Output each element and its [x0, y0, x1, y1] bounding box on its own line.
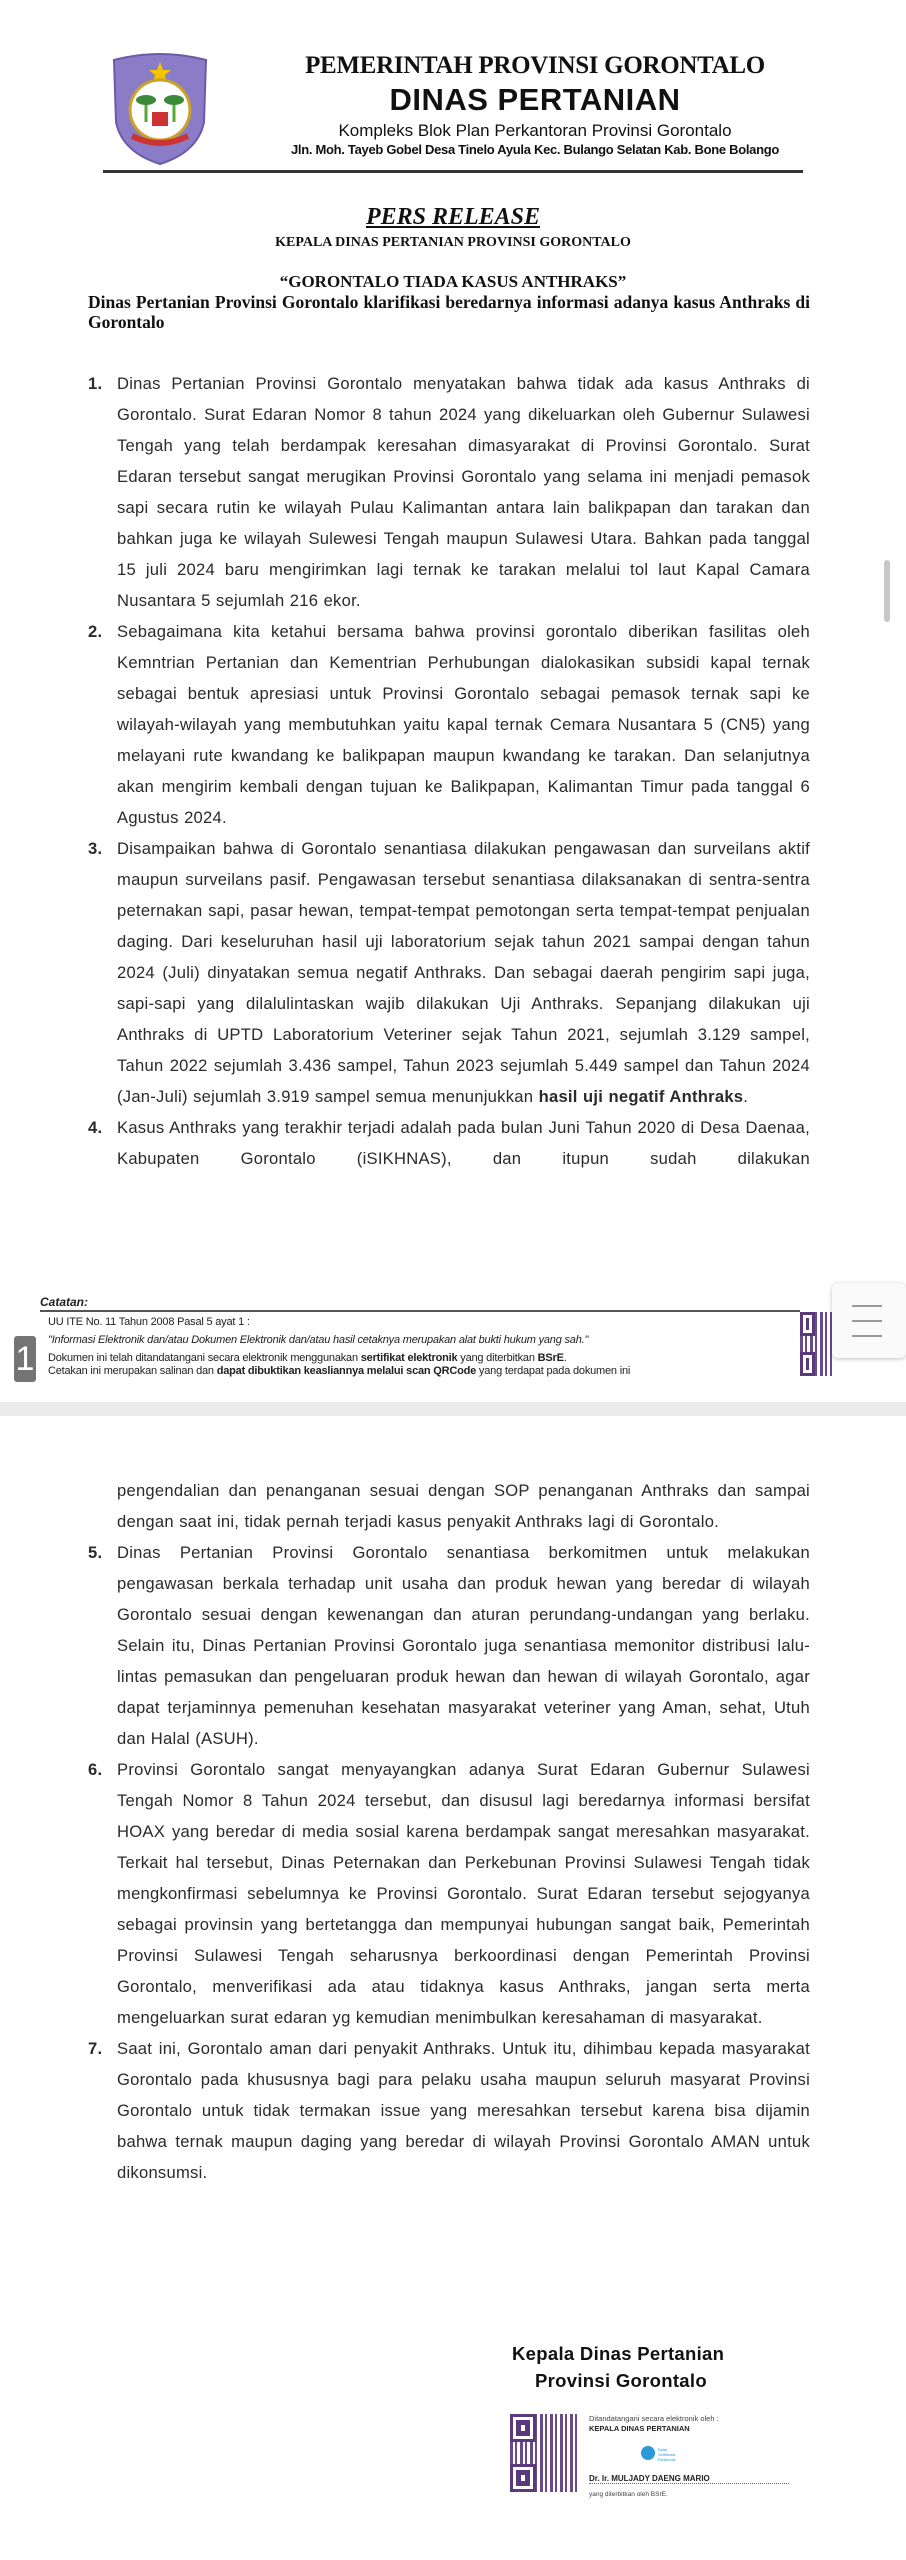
- list-item: [88, 1112, 810, 1174]
- signer-position: KEPALA DINAS PERTANIAN: [589, 2424, 690, 2433]
- document-subtitle: KEPALA DINAS PERTANIAN PROVINSI GORONTALO: [275, 235, 631, 250]
- issued-by-note: yang diterbitkan oleh BSrE.: [589, 2491, 668, 2498]
- verification-note: [48, 1365, 630, 1377]
- signatory-organization: Provinsi Gorontalo: [535, 2370, 707, 2391]
- list-item: [88, 1754, 810, 2033]
- hamburger-icon: [852, 1320, 882, 1322]
- bsre-logo-text: Balai Sertifikasi Elektronik: [658, 2447, 676, 2462]
- item-text: Dinas Pertanian Provinsi Gorontalo senantiasa berkomitmen untuk melakukan pengawasan berkala terhadap unit usaha dan produk hewan yang beredar di wilayah Gorontalo sesuai dengan kewenangan dan aturan perundang-undangan yang berlaku. Selain itu, Dinas Pertanian Provinsi Gorontalo juga senantiasa memonitor distribusi lalu-lintas pemasukan dan pengeluaran produk hewan dan hewan di wilayah Gorontalo, agar dapat terjaminnya pemenuhan kesehatan masyarakat veteriner yang Aman, sehat, Utuh dan Halal (ASUH).: [117, 1543, 810, 1748]
- numbered-list: [88, 1475, 810, 2188]
- item-text: .: [743, 1087, 749, 1106]
- signer-name: Dr. Ir. MULJADY DAENG MARIO: [589, 2474, 789, 2484]
- signature-note: Dokumen ini telah ditandatangani secara elektronik menggunakan sertifikat elektronik yang diterbitkan BSrE.: [48, 1352, 567, 1364]
- item-number: 7.: [88, 2039, 103, 2058]
- list-item: [88, 2033, 810, 2188]
- signature-qr-code: [510, 2414, 580, 2492]
- government-name: PEMERINTAH PROVINSI GORONTALO: [305, 52, 765, 79]
- page-2: [0, 1416, 906, 2560]
- menu-button[interactable]: [832, 1283, 906, 1358]
- item-number: 1.: [88, 374, 103, 393]
- footer-qr-code: [800, 1312, 832, 1376]
- signatory-title: Kepala Dinas Pertanian: [512, 2343, 725, 2364]
- list-item: [88, 1537, 810, 1754]
- notes-divider: [40, 1310, 800, 1312]
- note-text: yang diterbitkan: [457, 1352, 538, 1364]
- agency-address: Kompleks Blok Plan Perkantoran Provinsi Gorontalo: [338, 121, 732, 140]
- intro-paragraph: Dinas Pertanian Provinsi Gorontalo klarifikasi beredarnya informasi adanya kasus Anthraks di Gorontalo: [88, 292, 810, 332]
- agency-street-address: Jln. Moh. Tayeb Gobel Desa Tinelo Ayula Kec. Bulango Selatan Kab. Bone Bolango: [290, 142, 780, 157]
- item-number: 3.: [88, 839, 103, 858]
- item-bold-text: hasil uji negatif Anthraks: [538, 1087, 744, 1106]
- item-number: 5.: [88, 1543, 103, 1562]
- item-number: 4.: [88, 1118, 103, 1137]
- law-quote: "Informasi Elektronik dan/atau Dokumen Elektronik dan/atau hasil cetaknya merupakan alat bukti hukum yang sah.": [48, 1334, 589, 1346]
- law-reference: UU ITE No. 11 Tahun 2008 Pasal 5 ayat 1 :: [48, 1316, 250, 1328]
- continuation-text: pengendalian dan penanganan sesuai dengan SOP penanganan Anthraks dan sampai dengan saat ini, tidak pernah terjadi kasus penyakit Anthraks lagi di Gorontalo.: [117, 1481, 810, 1531]
- hamburger-icon: [852, 1305, 882, 1307]
- page-separator: [0, 1402, 906, 1416]
- item-text: Disampaikan bahwa di Gorontalo senantiasa dilakukan pengawasan dan surveilans aktif maupun surveilans pasif. Pengawasan tersebut senantiasa dilaksanakan di sentra-sentra peternakan sapi, pasar hewan, tempat-tempat pemotongan serta tempat-tempat penjualan daging. Dari keseluruhan hasil uji laboratorium sejak tahun 2021 sampai dengan tahun 2024 (Juli) dinyatakan semua negatif Anthraks. Dan sebagai daerah pengirim sapi juga, sapi-sapi yang dilalulintaskan wajib dilakukan Uji Anthraks. Sepanjang dilakukan uji Anthraks di UPTD Laboratorium Veteriner sejak Tahun 2021, sejumlah 3.129 sampel, Tahun 2022 sejumlah 3.436 sampel, Tahun 2023 sejumlah 5.449 sampel dan Tahun 2024 (Jan-Juli) sejumlah 3.919 sampel semua menunjukkan: [117, 839, 810, 1106]
- item-text: Provinsi Gorontalo sangat menyayangkan adanya Surat Edaran Gubernur Sulawesi Tengah Nomor 8 Tahun 2024 tersebut, dan disusul lagi beredarnya informasi bersifat HOAX yang beredar di media sosial karena berdampak sangat meresahkan masyarakat. Terkait hal tersebut, Dinas Peternakan dan Perkebunan Provinsi Sulawesi Tengah tidak mengkonfirmasi sebelumnya ke Provinsi Gorontalo. Surat Edaran tersebut sejogyanya sebagai provinsin yang bertetangga dan mempunyai hubungan sangat baik, Pemerintah Provinsi Sulawesi Tengah seharusnya berkoordinasi dengan Pemerintah Provinsi Gorontalo, menverifikasi ada atau tidaknya kasus Anthraks, jangan serta merta mengeluarkan surat edaran yg kemudian menimbulkan keresahaman di masyarakat.: [117, 1760, 810, 2027]
- province-emblem-logo: [108, 52, 212, 166]
- list-item: [88, 833, 810, 1112]
- headline: “GORONTALO TIADA KASUS ANTHRAKS”: [279, 272, 627, 291]
- signed-by-label: Ditandatangani secara elektronik oleh :: [589, 2414, 719, 2423]
- agency-name: DINAS PERTANIAN: [389, 82, 681, 117]
- note-bold: BSrE: [537, 1352, 564, 1364]
- list-item: [88, 368, 810, 616]
- notes-label: Catatan:: [40, 1295, 89, 1309]
- note-text: Dokumen ini telah ditandatangani secara elektronik menggunakan: [48, 1352, 361, 1364]
- item-text: Dinas Pertanian Provinsi Gorontalo menyatakan bahwa tidak ada kasus Anthraks di Gorontalo. Surat Edaran Nomor 8 tahun 2024 yang dikeluarkan oleh Gubernur Sulawesi Tengah yang telah berdampak keresahan dimasyarakat di Provinsi Gorontalo. Surat Edaran tersebut sangat merugikan Provinsi Gorontalo yang selama ini menjadi pemasok sapi secara rutin ke wilayah Pulau Kalimantan antara lain balikpapan dan tarakan dan bahkan juga ke wilayah Sulewesi Tengah maupun Sulawesi Utara. Bahkan pada tanggal 15 juli 2024 baru mengirimkan lagi ternak ke tarakan melalui tol laut Kapal Camara Nusantara 5 sejumlah 216 ekor.: [117, 374, 810, 610]
- item-text: Kasus Anthraks yang terakhir terjadi adalah pada bulan Juni Tahun 2020 di Desa Daenaa, Kabupaten Gorontalo (iSIKHNAS), dan itupun sudah dilakukan: [117, 1118, 810, 1168]
- item-text: Sebagaimana kita ketahui bersama bahwa provinsi gorontalo diberikan fasilitas oleh Kemntrian Pertanian dan Kementrian Perhubungan dialokasikan subsidi kapal ternak sebagai bentuk apresiasi untuk Provinsi Gorontalo sebagai pemasok ternak sapi ke wilayah-wilayah yang membutuhkan yaitu kapal ternak Cemara Nusantara 5 (CN5) yang melayani rute kwandang ke balikpapan maupun kwandang ke tarakan. Dan selanjutnya akan mengirim kembali dengan tujuan ke Balikpapan, Kalimantan Timur pada tanggal 6 Agustus 2024.: [117, 622, 810, 827]
- item-text: Saat ini, Gorontalo aman dari penyakit Anthraks. Untuk itu, dihimbau kepada masyarakat Gorontalo pada khususnya bagi para pelaku usaha maupun seluruh masyarat Provinsi Gorontalo untuk tidak termakan issue yang meresahkan tersebut karena bisa dijamin bahwa ternak maupun daging yang beredar di wilayah Provinsi Gorontalo AMAN untuk dikonsumsi.: [117, 2039, 810, 2182]
- scrollbar[interactable]: [884, 560, 890, 622]
- document-title: PERS RELEASE: [365, 204, 541, 230]
- letterhead-divider: [103, 170, 803, 173]
- hamburger-icon: [852, 1335, 882, 1337]
- numbered-list: [88, 368, 810, 1174]
- note-bold: sertifikat elektronik: [360, 1352, 458, 1364]
- note-text: Cetakan ini merupakan salinan dan: [48, 1365, 217, 1377]
- note-bold: dapat dibuktikan keasliannya melalui scan QRCode: [216, 1365, 477, 1377]
- list-item: [88, 616, 810, 833]
- item-number: 2.: [88, 622, 103, 641]
- note-text: yang terdapat pada dokumen ini: [476, 1365, 631, 1377]
- page-number-badge: 1: [14, 1336, 36, 1382]
- bsre-logo-icon: [641, 2446, 655, 2460]
- item-number: 6.: [88, 1760, 103, 1779]
